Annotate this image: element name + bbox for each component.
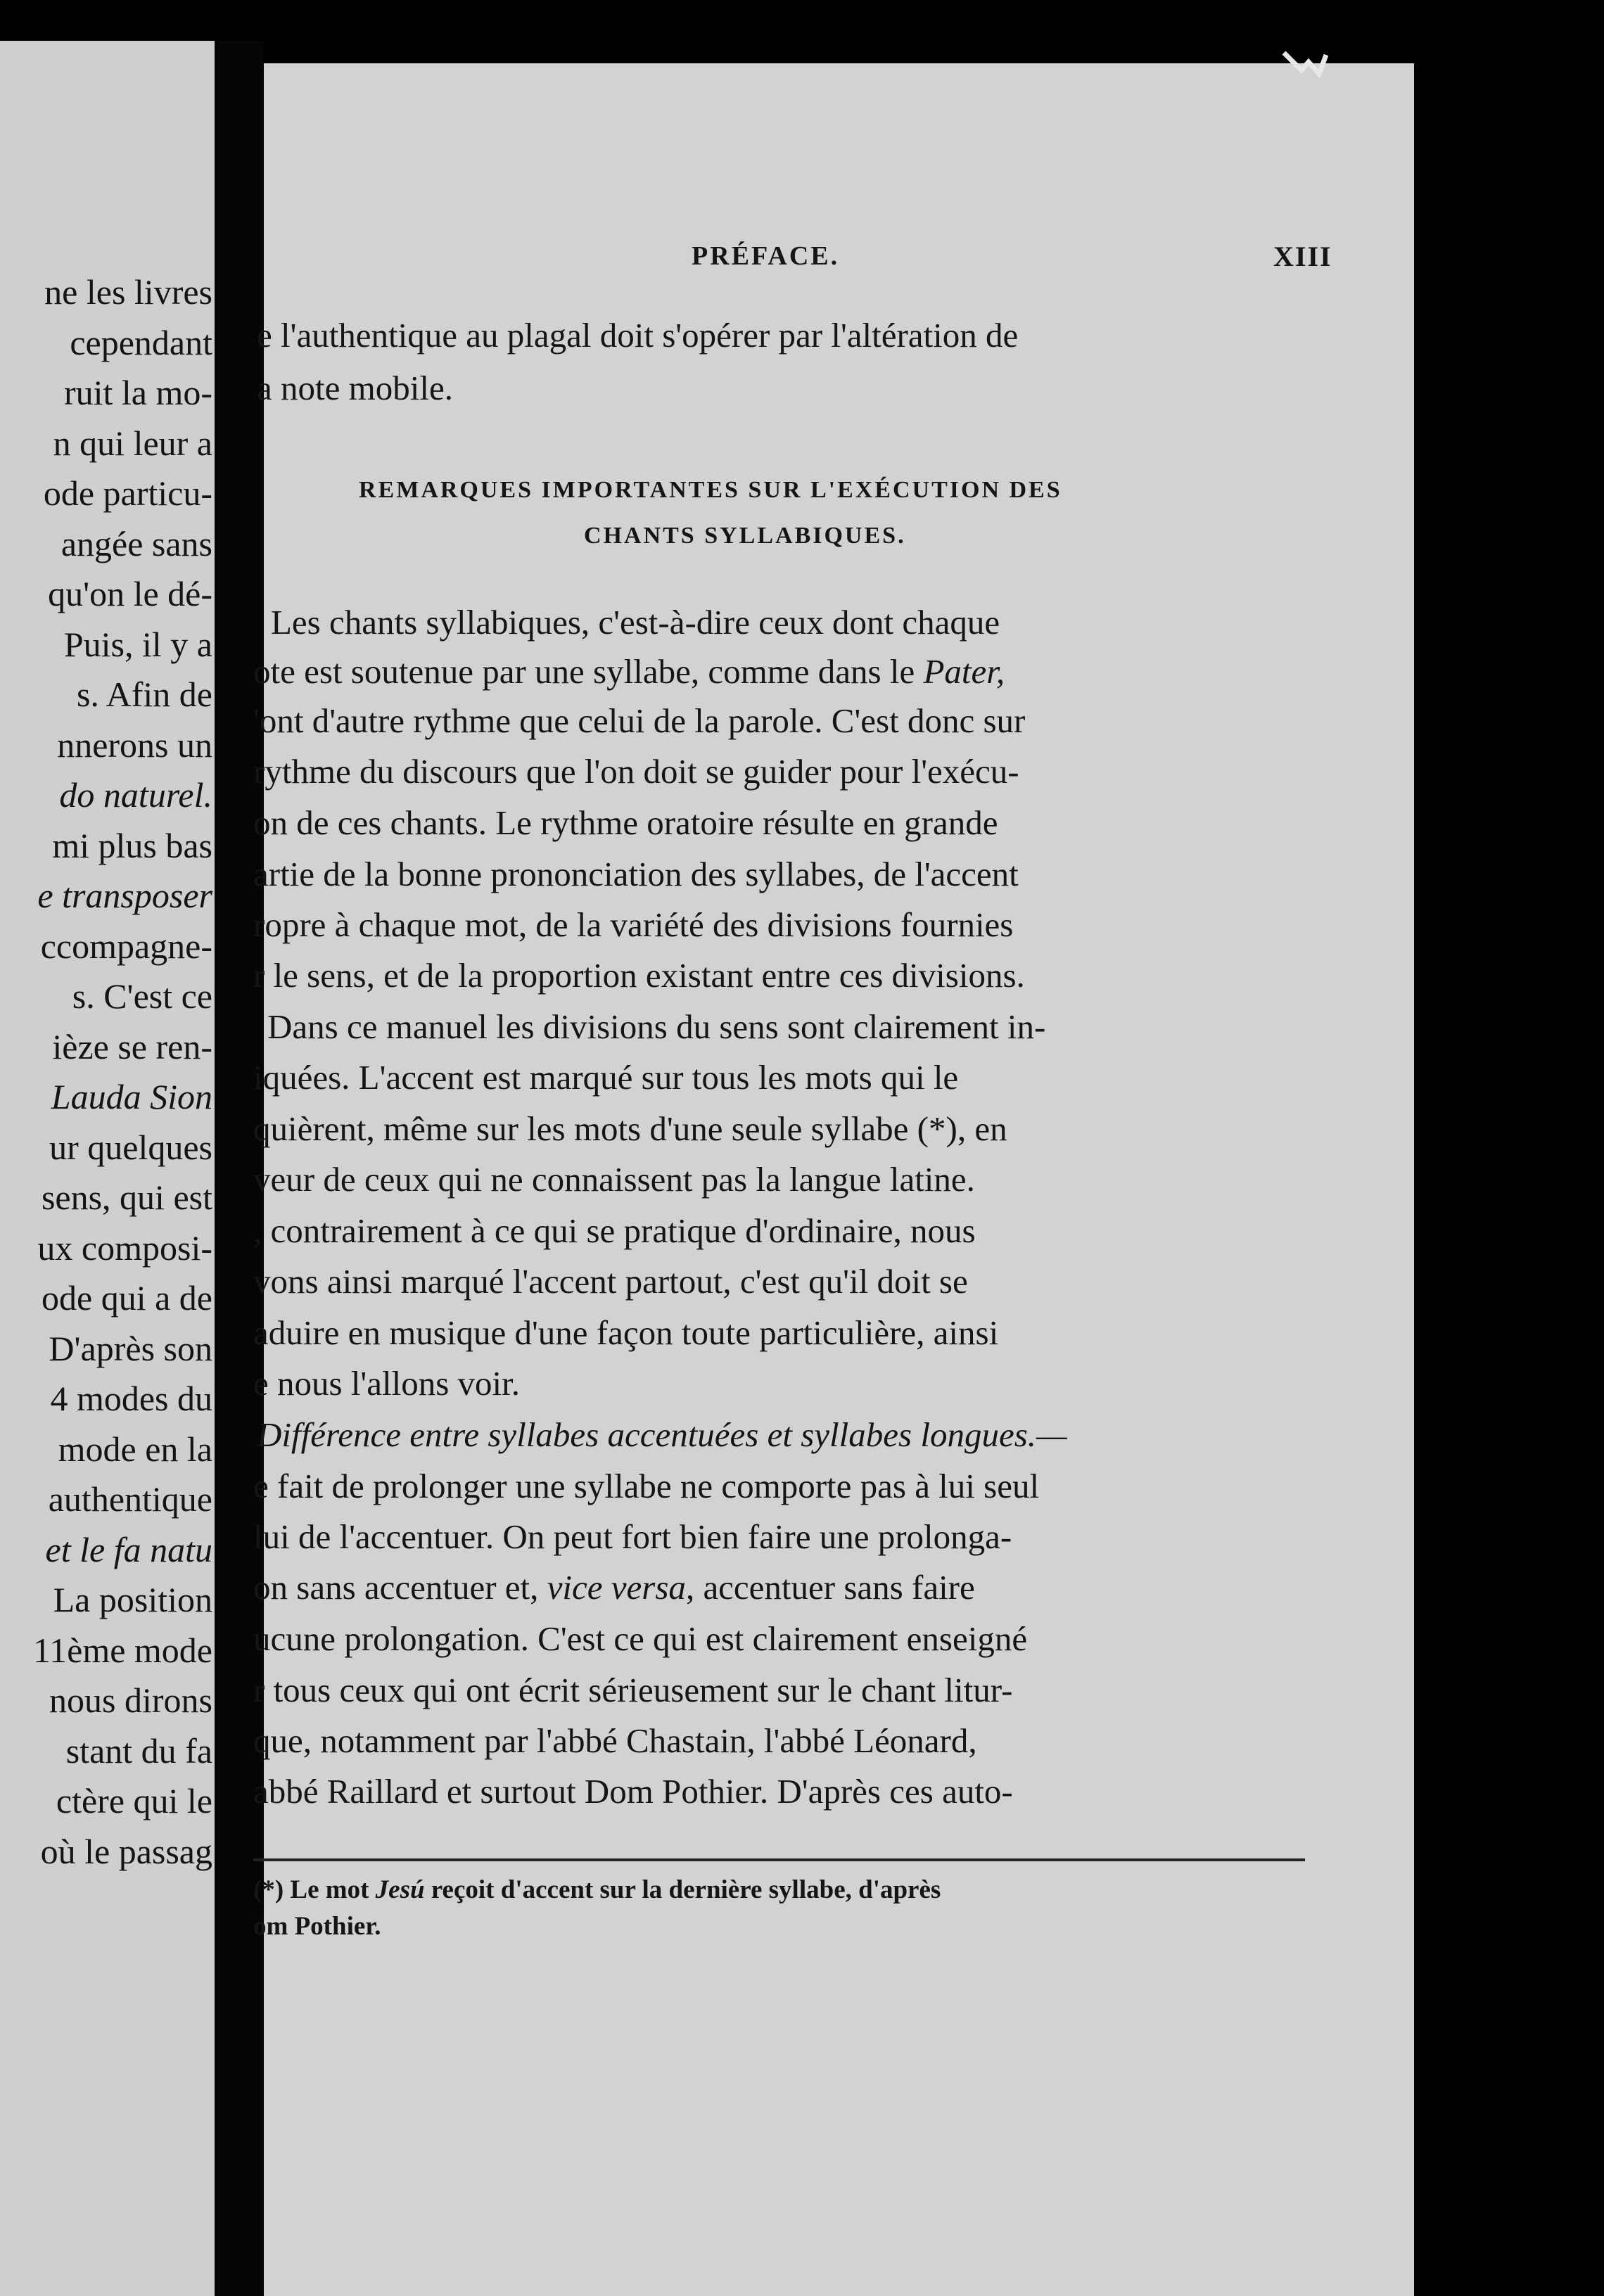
body-line: Les chants syllabiques, c'est-à-dire ceux dont chaque — [271, 603, 1000, 642]
body-line: e l'authentique au plagal doit s'opérer par l'altération de — [257, 316, 1019, 355]
left-page-line: nous dirons — [49, 1680, 212, 1720]
body-line: 'ont d'autre rythme que celui de la parole. C'est donc sur — [253, 701, 1026, 740]
left-page-line: et le fa natu — [45, 1529, 212, 1569]
left-page-line: Puis, il y a — [63, 624, 212, 664]
body-line: Dans ce manuel les divisions du sens sont clairement in- — [267, 1007, 1046, 1046]
left-page-line: stant du fa — [65, 1730, 212, 1771]
left-page-line: ur quelques — [49, 1127, 212, 1167]
left-page-line: s. C'est ce — [72, 976, 212, 1016]
italic-subheading: Différence entre syllabes accentuées et syllabes longues.— — [257, 1415, 1067, 1454]
section-heading: REMARQUES IMPORTANTES SUR L'EXÉCUTION DES — [359, 477, 1062, 503]
body-line: e fait de prolonger une syllabe ne comporte pas à lui seul — [253, 1467, 1040, 1505]
left-page-line: 4 modes du — [50, 1379, 212, 1418]
left-page-line: ruit la mo- — [63, 373, 212, 412]
left-page-line: D'après son — [49, 1328, 212, 1368]
left-page-line: sens, qui est — [41, 1178, 212, 1217]
body-line: aduire en musique d'une façon toute particulière, ainsi — [253, 1313, 999, 1352]
section-heading: CHANTS SYLLABIQUES. — [584, 523, 906, 549]
left-page-line: cependant — [70, 322, 212, 362]
body-line: rythme du discours que l'on doit se guider pour l'exécu- — [253, 752, 1019, 791]
left-page-line: ctère qui le — [56, 1781, 212, 1820]
left-page-line: do naturel. — [59, 775, 212, 815]
body-line: ropre à chaque mot, de la variété des divisions fournies — [253, 905, 1014, 944]
left-page-line: e transposer — [37, 876, 212, 915]
left-page-line: authentique — [48, 1479, 212, 1519]
body-line: , contrairement à ce qui se pratique d'ordinaire, nous — [253, 1211, 976, 1250]
left-page-line: mi plus bas — [52, 825, 212, 865]
page-edge-shadow — [1414, 42, 1604, 2296]
body-line: r tous ceux qui ont écrit sérieusement sur le chant litur- — [253, 1671, 1013, 1709]
body-line: artie de la bonne prononciation des syllabes, de l'accent — [253, 855, 1019, 893]
body-line: vons ainsi marqué l'accent partout, c'est qu'il doit se — [253, 1262, 968, 1301]
body-line: on sans accentuer et, vice versa, accentuer sans faire — [253, 1568, 975, 1607]
body-line: veur de ceux qui ne connaissent pas la langue latine. — [253, 1160, 975, 1199]
body-line: quièrent, même sur les mots d'une seule syllabe (*), en — [253, 1109, 1007, 1148]
footnote-rule — [253, 1858, 1305, 1861]
body-line: on de ces chants. Le rythme oratoire résulte en grande — [253, 803, 998, 842]
left-page-line: ne les livres — [44, 272, 212, 312]
left-page-line: ièze se ren- — [52, 1026, 212, 1066]
left-page-line: n qui leur a — [53, 423, 212, 463]
left-page-line: angée sans — [61, 523, 212, 563]
italic-word: Jesú — [375, 1875, 425, 1904]
footnote-line: (*) Le mot Jesú reçoit d'accent sur la dernière syllabe, d'après — [253, 1875, 941, 1904]
body-line: ucune prolongation. C'est ce qui est clairement enseigné — [253, 1619, 1028, 1658]
footnote-line: om Pothier. — [253, 1912, 381, 1941]
left-page-line: s. Afin de — [76, 675, 212, 714]
left-page-line: ux composi- — [37, 1227, 212, 1268]
left-page-line: Lauda Sion — [51, 1077, 212, 1116]
italic-phrase: vice versa — [547, 1568, 686, 1607]
left-page-line: ode particu- — [43, 473, 212, 513]
left-page-line: qu'on le dé- — [48, 574, 212, 613]
left-page-line: ode qui a de — [42, 1278, 212, 1318]
left-page-line: nnerons un — [57, 725, 212, 765]
page-number: XIII — [1273, 241, 1332, 272]
left-page-fragment — [0, 41, 225, 2296]
body-line: e nous l'allons voir. — [253, 1364, 521, 1403]
italic-word: Pater, — [923, 652, 1005, 691]
left-page-line: 11ème mode — [32, 1630, 212, 1670]
body-line: que, notamment par l'abbé Chastain, l'abbé Léonard, — [253, 1721, 977, 1760]
left-page-line: où le passag — [40, 1831, 212, 1871]
body-line: abbé Raillard et surtout Dom Pothier. D'après ces auto- — [253, 1772, 1013, 1811]
body-line: iquées. L'accent est marqué sur tous les mots qui le — [253, 1058, 959, 1097]
body-line: a note mobile. — [257, 369, 453, 407]
body-line: ote est soutenue par une syllabe, comme dans le Pater, — [253, 652, 1005, 691]
body-line: lui de l'accentuer. On peut fort bien faire une prolonga- — [253, 1517, 1012, 1556]
left-page-line: La position — [53, 1580, 212, 1619]
running-title: PRÉFACE. — [692, 241, 840, 271]
body-line: r le sens, et de la proportion existant entre ces divisions. — [253, 956, 1025, 995]
left-page-line: mode en la — [58, 1429, 212, 1469]
left-page-line: ccompagne- — [40, 926, 212, 966]
corner-mark-icon — [1280, 49, 1330, 77]
